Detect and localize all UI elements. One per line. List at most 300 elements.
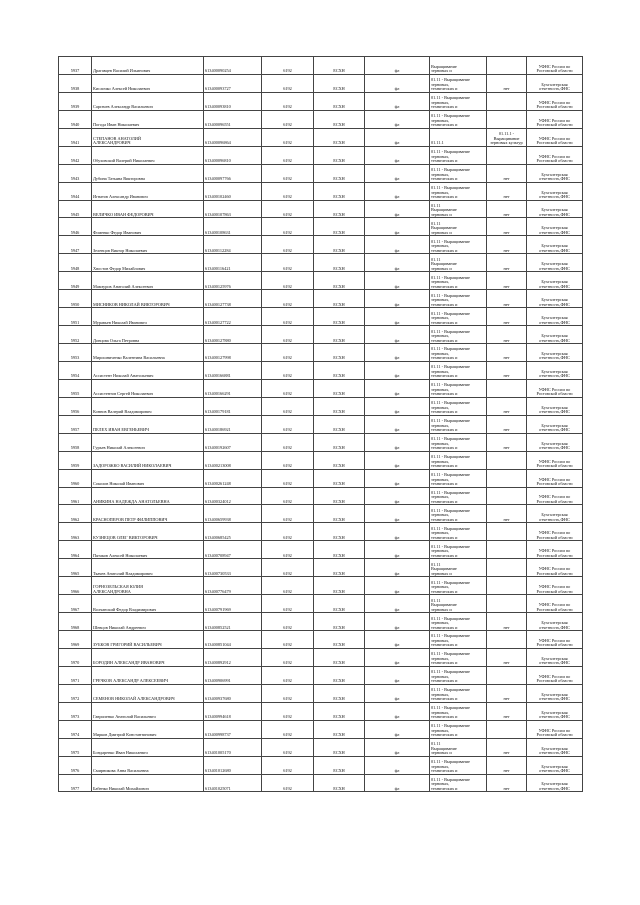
source-reason: Бухгалтерская отчетность,ФНС xyxy=(527,684,583,702)
source-reason: Бухгалтерская отчетность,ФНС xyxy=(527,397,583,415)
person-name: Пятаков Алексей Николаевич xyxy=(92,541,204,559)
okved-code xyxy=(430,361,487,379)
inn-number: 613400708947 xyxy=(204,541,262,559)
tax-regime: ЕСХН xyxy=(314,415,365,433)
okved-line: зерновых и xyxy=(431,69,452,74)
row-number: 5969 xyxy=(59,631,92,649)
okved-code xyxy=(430,92,487,110)
row-number: 5974 xyxy=(59,720,92,738)
okved-line: 01.11 - Выращивание xyxy=(431,706,470,711)
row-number: 5961 xyxy=(59,487,92,505)
source-reason: Бухгалтерская отчетность,ФНС xyxy=(527,505,583,523)
entity-type: фл xyxy=(365,648,430,666)
okved-code xyxy=(430,344,487,362)
tax-regime: ЕСХН xyxy=(314,648,365,666)
entity-type: фл xyxy=(365,451,430,469)
person-name: Смирникова Анна Васильевна xyxy=(92,756,204,774)
source-reason: УФНС России по Ростовской области xyxy=(527,541,583,559)
inn-number: 613400127998 xyxy=(204,344,262,362)
okved-line: зерновых и xyxy=(431,212,452,217)
okved-line: 01.11 xyxy=(431,203,441,208)
person-name: Ткачев Анатолий Владимирович xyxy=(92,559,204,577)
tax-regime: ЕСХН xyxy=(314,433,365,451)
entity-type: фл xyxy=(365,182,430,200)
tax-office-code: 6192 xyxy=(262,433,314,451)
okved-line: 01.11 - Выращивание xyxy=(431,186,470,190)
okved-line: Выращивание xyxy=(431,567,457,572)
extra-activity xyxy=(487,595,527,613)
table-row xyxy=(59,164,583,182)
registry-table xyxy=(58,56,583,792)
tax-regime: ЕСХН xyxy=(314,57,365,75)
tax-regime: ЕСХН xyxy=(314,684,365,702)
entity-type: фл xyxy=(365,218,430,236)
okved-code xyxy=(430,666,487,684)
table-row xyxy=(59,110,583,128)
okved-line: технических и xyxy=(431,428,458,433)
row-number: 5972 xyxy=(59,684,92,702)
okved-line: 01.11 - Выращивание xyxy=(431,616,470,621)
inn-number: 613400852521 xyxy=(204,613,262,631)
okved-line: зерновых, xyxy=(431,82,450,87)
okved-line: Выращивание xyxy=(431,208,457,213)
okved-code xyxy=(430,415,487,433)
entity-type: фл xyxy=(365,272,430,290)
tax-office-code: 6192 xyxy=(262,648,314,666)
tax-regime: ЕСХН xyxy=(314,326,365,344)
extra-activity: нет xyxy=(487,326,527,344)
extra-activity: нет xyxy=(487,738,527,756)
okved-line: 01.11 - Выращивание xyxy=(431,96,470,101)
okved-line: технических и xyxy=(431,446,458,451)
tax-regime: ЕСХН xyxy=(314,756,365,774)
person-name: ВЕЛИЧКО ИВАН ФЕДОРОВИЧ xyxy=(92,200,204,218)
okved-code xyxy=(430,738,487,756)
row-number: 5958 xyxy=(59,433,92,451)
okved-line: технических и xyxy=(431,643,458,648)
entity-type: фл xyxy=(365,469,430,487)
okved-code xyxy=(430,487,487,505)
okved-line: зерновых, xyxy=(431,495,450,500)
extra-activity: нет xyxy=(487,272,527,290)
tax-regime: ЕСХН xyxy=(314,487,365,505)
okved-line: 01.11 - Выращивание xyxy=(431,419,470,424)
inn-number: 613400125976 xyxy=(204,272,262,290)
person-name: СЕМЕНОВ НИКОЛАЙ АЛЕКСАНДРОВИЧ xyxy=(92,684,204,702)
tax-office-code: 6192 xyxy=(262,200,314,218)
okved-code xyxy=(430,756,487,774)
source-reason: УФНС России по Ростовской области xyxy=(527,720,583,738)
inn-number: 613400090254 xyxy=(204,57,262,75)
okved-line: зерновых, xyxy=(431,369,450,374)
row-number: 5967 xyxy=(59,595,92,613)
entity-type: фл xyxy=(365,164,430,182)
okved-code xyxy=(430,146,487,164)
inn-number: 613400116421 xyxy=(204,254,262,272)
okved-line: 01.11 - Выращивание xyxy=(431,652,470,657)
source-reason: Бухгалтерская отчетность,ФНС xyxy=(527,74,583,92)
okved-line: зерновых и xyxy=(431,230,452,235)
tax-regime: ЕСХН xyxy=(314,92,365,110)
entity-type: фл xyxy=(365,631,430,649)
entity-type: фл xyxy=(365,308,430,326)
extra-activity: нет xyxy=(487,164,527,182)
okved-code xyxy=(430,433,487,451)
inn-number: 613400261248 xyxy=(204,469,262,487)
person-name: Ассистентов Сергей Николаевич xyxy=(92,379,204,397)
inn-number: 613400998737 xyxy=(204,720,262,738)
okved-code xyxy=(430,254,487,272)
row-number: 5975 xyxy=(59,738,92,756)
extra-activity xyxy=(487,57,527,75)
tax-regime: ЕСХН xyxy=(314,451,365,469)
tax-regime: ЕСХН xyxy=(314,128,365,146)
inn-number: 613400730533 xyxy=(204,559,262,577)
row-number: 5943 xyxy=(59,164,92,182)
entity-type: фл xyxy=(365,200,430,218)
okved-line: 01.11 - Выращивание xyxy=(431,383,470,388)
okved-line: зерновых, xyxy=(431,351,450,356)
okved-line: технических и xyxy=(431,661,458,666)
tax-office-code: 6192 xyxy=(262,74,314,92)
tax-office-code: 6192 xyxy=(262,595,314,613)
person-name: Дубина Татьяна Викторовна xyxy=(92,164,204,182)
row-number: 5945 xyxy=(59,200,92,218)
extra-activity xyxy=(487,110,527,128)
extra-activity xyxy=(487,379,527,397)
extra-activity: нет xyxy=(487,218,527,236)
tax-office-code: 6192 xyxy=(262,57,314,75)
person-name: Игнатов Александр Иванович xyxy=(92,182,204,200)
table-row xyxy=(59,344,583,362)
entity-type: фл xyxy=(365,613,430,631)
tax-office-code: 6192 xyxy=(262,738,314,756)
entity-type: фл xyxy=(365,559,430,577)
okved-code xyxy=(430,182,487,200)
row-number: 5970 xyxy=(59,648,92,666)
okved-line: Выращивание xyxy=(431,262,457,267)
okved-code xyxy=(430,702,487,720)
tax-office-code: 6192 xyxy=(262,164,314,182)
okved-line: зерновых, xyxy=(431,656,450,661)
person-name: Муравьев Николай Иванович xyxy=(92,308,204,326)
entity-type: фл xyxy=(365,666,430,684)
source-reason: УФНС России по Ростовской области xyxy=(527,487,583,505)
table-row xyxy=(59,451,583,469)
inn-number: 613401005170 xyxy=(204,738,262,756)
okved-line: 01.11 - Выращивание xyxy=(431,526,470,531)
entity-type: фл xyxy=(365,415,430,433)
source-reason: Бухгалтерская отчетность,ФНС xyxy=(527,164,583,182)
person-name: Саргачев Александр Васильевич xyxy=(92,92,204,110)
okved-line: 01.11 - Выращивание xyxy=(431,293,470,298)
okved-line: зерновых, xyxy=(431,585,450,590)
okved-line: технических и xyxy=(431,195,458,199)
okved-line: зерновых, xyxy=(431,387,450,392)
table-row xyxy=(59,379,583,397)
tax-office-code: 6192 xyxy=(262,218,314,236)
okved-line: зерновых, xyxy=(431,118,450,123)
extra-activity: нет xyxy=(487,290,527,308)
okved-code xyxy=(430,110,487,128)
inn-number: 613400127722 xyxy=(204,308,262,326)
table-row xyxy=(59,200,583,218)
row-number: 5963 xyxy=(59,523,92,541)
entity-type: фл xyxy=(365,344,430,362)
okved-line: технических и xyxy=(431,589,458,594)
table-row xyxy=(59,720,583,738)
tax-office-code: 6192 xyxy=(262,379,314,397)
source-reason: УФНС России по Ростовской области xyxy=(527,110,583,128)
tax-office-code: 6192 xyxy=(262,92,314,110)
row-number: 5944 xyxy=(59,182,92,200)
tax-regime: ЕСХН xyxy=(314,200,365,218)
extra-activity: нет xyxy=(487,74,527,92)
entity-type: фл xyxy=(365,720,430,738)
extra-activity: нет xyxy=(487,200,527,218)
okved-line: зерновых, xyxy=(431,710,450,715)
okved-line: зерновых, xyxy=(431,459,450,464)
okved-line: 01.11 - Выращивание xyxy=(431,311,470,316)
source-reason: Бухгалтерская отчетность,ФНС xyxy=(527,182,583,200)
row-number: 5938 xyxy=(59,74,92,92)
tax-regime: ЕСХН xyxy=(314,505,365,523)
entity-type: фл xyxy=(365,684,430,702)
source-reason: Бухгалтерская отчетность,ФНС xyxy=(527,290,583,308)
entity-type: фл xyxy=(365,379,430,397)
okved-line: зерновых, xyxy=(431,298,450,303)
okved-code xyxy=(430,505,487,523)
entity-type: фл xyxy=(365,326,430,344)
extra-activity: нет xyxy=(487,774,527,792)
table-row xyxy=(59,613,583,631)
source-reason: УФНС России по Ростовской области xyxy=(527,469,583,487)
extra-activity xyxy=(487,541,527,559)
inn-number: 613400776479 xyxy=(204,577,262,595)
extra-activity xyxy=(487,487,527,505)
okved-line: 01.11 xyxy=(431,257,441,262)
okved-line: 01.11 - Выращивание xyxy=(431,275,470,280)
row-number: 5949 xyxy=(59,272,92,290)
extra-activity: нет xyxy=(487,361,527,379)
inn-number: 613400096551 xyxy=(204,110,262,128)
okved-line: зерновых, xyxy=(431,334,450,338)
row-number: 5942 xyxy=(59,146,92,164)
tax-regime: ЕСХН xyxy=(314,74,365,92)
person-name: ЗАДОРОЖКО ВАСИЛИЙ НИКОЛАЕВИЧ xyxy=(92,451,204,469)
row-number: 5940 xyxy=(59,110,92,128)
tax-regime: ЕСХН xyxy=(314,182,365,200)
table-row xyxy=(59,559,583,577)
table-row xyxy=(59,128,583,146)
table-row xyxy=(59,631,583,649)
row-number: 5953 xyxy=(59,344,92,362)
okved-code xyxy=(430,451,487,469)
okved-line: технических и xyxy=(431,410,458,415)
extra-activity: 01.11.1 - Выращивание зерновых культур xyxy=(487,128,527,146)
table-row xyxy=(59,756,583,774)
row-number: 5968 xyxy=(59,613,92,631)
extra-activity: нет xyxy=(487,344,527,362)
registry-rows xyxy=(59,57,583,792)
extra-activity xyxy=(487,469,527,487)
okved-code xyxy=(430,720,487,738)
person-name: Шевцов Николай Андреевич xyxy=(92,613,204,631)
extra-activity xyxy=(487,451,527,469)
person-name: Фоменко Федор Иванович xyxy=(92,218,204,236)
extra-activity xyxy=(487,92,527,110)
inn-number: 613400906991 xyxy=(204,666,262,684)
entity-type: фл xyxy=(365,397,430,415)
okved-line: зерновых, xyxy=(431,441,450,446)
row-number: 5951 xyxy=(59,308,92,326)
tax-office-code: 6192 xyxy=(262,666,314,684)
okved-code xyxy=(430,379,487,397)
okved-line: 01.11 - Выращивание xyxy=(431,239,470,244)
source-reason: УФНС России по Ростовской области xyxy=(527,631,583,649)
source-reason: УФНС России по Ростовской области xyxy=(527,57,583,75)
okved-line: 01.11 - Выращивание xyxy=(431,777,470,782)
table-row xyxy=(59,236,583,254)
okved-line: зерновых и xyxy=(431,266,452,271)
extra-activity: нет xyxy=(487,397,527,415)
extra-activity: нет xyxy=(487,308,527,326)
extra-activity xyxy=(487,720,527,738)
entity-type: фл xyxy=(365,541,430,559)
person-name: ГРЕЧКОВ АЛЕКСАНДР АЛЕКСЕЕВИЧ xyxy=(92,666,204,684)
table-row xyxy=(59,308,583,326)
tax-office-code: 6192 xyxy=(262,541,314,559)
table-row xyxy=(59,738,583,756)
okved-line: технических и xyxy=(431,87,458,92)
okved-line: технических и xyxy=(431,786,458,791)
row-number: 5946 xyxy=(59,218,92,236)
tax-regime: ЕСХН xyxy=(314,469,365,487)
okved-line: технических и xyxy=(431,105,458,110)
row-number: 5956 xyxy=(59,397,92,415)
person-name: Мирков Дмитрий Константинович xyxy=(92,720,204,738)
okved-line: зерновых, xyxy=(431,316,450,321)
okved-line: технических и xyxy=(431,159,458,164)
entity-type: фл xyxy=(365,523,430,541)
inn-number: 613400179181 xyxy=(204,397,262,415)
inn-number: 613400892912 xyxy=(204,648,262,666)
row-number: 5973 xyxy=(59,702,92,720)
okved-line: зерновых, xyxy=(431,513,450,518)
okved-code xyxy=(430,57,487,75)
okved-code xyxy=(430,774,487,792)
tax-office-code: 6192 xyxy=(262,487,314,505)
okved-line: технических и xyxy=(431,679,458,684)
okved-line: 01.11 - Выращивание xyxy=(431,670,470,675)
okved-line: зерновых, xyxy=(431,531,450,536)
source-reason: УФНС России по Ростовской области xyxy=(527,451,583,469)
inn-number: 613400166291 xyxy=(204,379,262,397)
source-reason: УФНС России по Ростовской области xyxy=(527,92,583,110)
tax-regime: ЕСХН xyxy=(314,236,365,254)
okved-line: 01.11 xyxy=(431,742,441,747)
okved-line: 01.11 - Выращивание xyxy=(431,490,470,495)
okved-line: технических и xyxy=(431,697,458,702)
okved-line: 01.11 - Выращивание xyxy=(431,688,470,693)
okved-code xyxy=(430,559,487,577)
row-number: 5957 xyxy=(59,415,92,433)
tax-office-code: 6192 xyxy=(262,577,314,595)
tax-regime: ЕСХН xyxy=(314,595,365,613)
okved-line: технических и xyxy=(431,284,458,289)
entity-type: фл xyxy=(365,756,430,774)
source-reason: УФНС России по Ростовской области xyxy=(527,559,583,577)
tax-regime: ЕСХН xyxy=(314,344,365,362)
okved-code xyxy=(430,541,487,559)
okved-code xyxy=(430,684,487,702)
inn-number: 613400093810 xyxy=(204,92,262,110)
okved-line: 01.11 - Выращивание xyxy=(431,329,470,334)
extra-activity xyxy=(487,146,527,164)
table-row xyxy=(59,272,583,290)
row-number: 5950 xyxy=(59,290,92,308)
extra-activity: нет xyxy=(487,415,527,433)
tax-regime: ЕСХН xyxy=(314,272,365,290)
source-reason: УФНС России по Ростовской области xyxy=(527,523,583,541)
inn-number: 613400108631 xyxy=(204,218,262,236)
tax-office-code: 6192 xyxy=(262,415,314,433)
table-row xyxy=(59,774,583,792)
inn-number: 613400994618 xyxy=(204,702,262,720)
okved-line: Выращивание xyxy=(431,226,457,231)
tax-regime: ЕСХН xyxy=(314,631,365,649)
table-row xyxy=(59,218,583,236)
tax-office-code: 6192 xyxy=(262,182,314,200)
source-reason: УФНС России по Ростовской области xyxy=(527,379,583,397)
inn-number: 613400186921 xyxy=(204,415,262,433)
tax-office-code: 6192 xyxy=(262,344,314,362)
okved-line: технических и xyxy=(431,374,458,379)
inn-number: 613400127738 xyxy=(204,290,262,308)
person-name: Коннов Валерий Владимирович xyxy=(92,397,204,415)
okved-line: зерновых, xyxy=(431,764,450,769)
okved-line: 01.11 - Выращивание xyxy=(431,455,470,460)
okved-line: технических и xyxy=(431,248,458,253)
source-reason: Бухгалтерская отчетность,ФНС xyxy=(527,613,583,631)
extra-activity: нет xyxy=(487,756,527,774)
source-reason: Бухгалтерская отчетность,ФНС xyxy=(527,738,583,756)
okved-line: зерновых, xyxy=(431,621,450,625)
entity-type: фл xyxy=(365,774,430,792)
okved-code xyxy=(430,128,487,146)
table-row xyxy=(59,702,583,720)
extra-activity: нет xyxy=(487,433,527,451)
extra-activity: нет xyxy=(487,236,527,254)
tax-regime: ЕСХН xyxy=(314,541,365,559)
extra-activity: нет xyxy=(487,702,527,720)
table-row xyxy=(59,415,583,433)
table-row xyxy=(59,290,583,308)
inn-number: 613400127880 xyxy=(204,326,262,344)
extra-activity xyxy=(487,559,527,577)
entity-type: фл xyxy=(365,254,430,272)
okved-code xyxy=(430,397,487,415)
okved-line: зерновых, xyxy=(431,549,450,554)
inn-number: 613400112284 xyxy=(204,236,262,254)
okved-code xyxy=(430,469,487,487)
okved-line: технических и xyxy=(431,392,458,397)
extra-activity: нет xyxy=(487,505,527,523)
source-reason: Бухгалтерская отчетность,ФНС xyxy=(527,648,583,666)
entity-type: фл xyxy=(365,361,430,379)
tax-office-code: 6192 xyxy=(262,469,314,487)
okved-line: 01.11 - Выращивание xyxy=(431,150,470,155)
